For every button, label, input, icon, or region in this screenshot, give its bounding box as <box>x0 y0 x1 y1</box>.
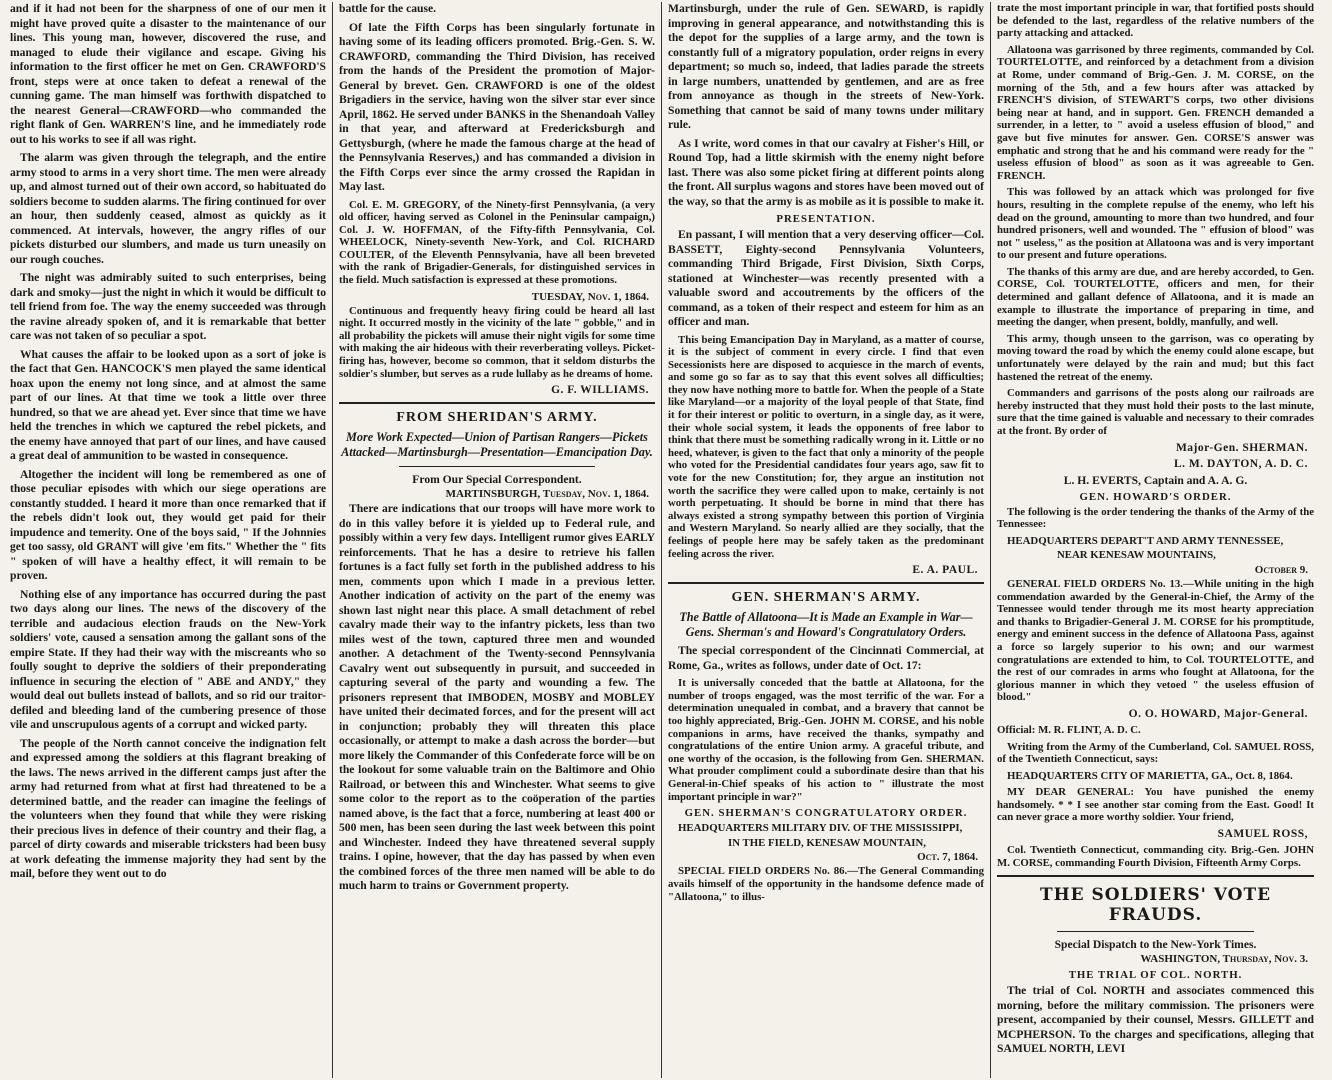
article-paragraph: Of late the Fifth Corps has been singularly fortunate in having some of its leading officers promoted. Brig.-Gen. S. W. CRAWFORD, commanding the Third Division, has received from the hands of the President the promotion of Major-General by brevet. Gen. CRAWFORD is one of the oldest Brigadiers in the service, having won the silver star ever since April, 1862. He served under BANKS in the Shenandoah Valley in that year, and afterward at Fredericksburgh and Gettysburgh, (where he made the famous charge at the head of the Pennsylvania Reserves,) and has commanded a division in the Fifth Corps ever since the army crossed the Rapidan in May last. <box>339 20 655 193</box>
article-paragraph: trate the most important principle in war, that fortified posts should be defended to the last, regardless of the relative numbers of the party attacking and attacked. <box>997 2 1314 40</box>
order-date: Oct. 7, 1864. <box>917 851 978 864</box>
article-paragraph: Allatoona was garrisoned by three regiments, commanded by Col. TOURTELOTTE, and reinforced by a detachment from a division at Rome, under command of Brig.-Gen. J. M. CORSE, on the morning of the 5th, and a few hours after was attacked by FRENCH'S division, of STEWART'S corps, two other divisions being near at hand, and in support. Gen. FRENCH demanded a surrender, in a letter, to " avoid a useless effusion of blood," and gave but five minutes for answer. Gen. CORSE'S answer was emphatic and strong that he and his command were ready for the " useless effusion of blood" as soon as it was agreeable to Gen. FRENCH. <box>997 43 1314 182</box>
signature: E. A. PAUL. <box>912 564 978 577</box>
order-heading: NEAR KENESAW MOUNTAINS, <box>1057 549 1216 562</box>
section-heading: GEN. HOWARD'S ORDER. <box>1079 490 1232 503</box>
article-paragraph: There are indications that our troops will have more work to do in this valley before it is yielded up to Federal rule, and possibly within a very few days. Intelligent rumor gives EARLY reinforcements. That he has a desire to retrieve his fallen fortunes is a fact fully set forth in the published address to his men, comments upon which I made in a previous letter. Another indication of activity on the part of the enemy was shown last night near this place. A small detachment of rebel cavalry made their way to the infantry pickets, less than two miles west of the town, captured three men and wounded another. A detachment of the Twenty-second Pennsylvania Cavalry went out subsequently in pursuit, and succeeded in capturing several of the party and wounding a few. The prisoners represent that IMBODEN, MOSBY and MOBLEY have united their decimated forces, and for the present will act in conjunction; probably they will threaten this place occasionally, or attempt to make a dash across the border—but more likely the Commander of this Confederate force will be on the lookout for some valuable train on the Baltimore and Ohio Railroad, or between this and Winchester. What seems to give some color to the report as to the coöperation of the parties named above, is the fact that a force, numbering at least 400 or 500 men, has been seen during the last week between this point and Winchester. Indeed they have threatened several supply trains. I opine, however, that the day has passed by when even the combined forces of the three men named will be able to do much harm to trains or Government property. <box>339 502 655 893</box>
column-1 <box>4 2 333 1078</box>
column-3 <box>662 2 991 1078</box>
dateline: WASHINGTON, Thursday, Nov. 3. <box>1140 953 1308 966</box>
article-paragraph: The following is the order tendering the thanks of the Army of the Tennessee: <box>997 505 1314 531</box>
dateline: MARTINSBURGH, Tuesday, Nov. 1, 1864. <box>445 488 649 501</box>
article-paragraph: Writing from the Army of the Cumberland, Col. SAMUEL ROSS, of the Twentieth Connecticut, says: <box>997 740 1314 766</box>
headline-deck: The Battle of Allatoona—It is Made an Example in War—Gens. Sherman's and Howard's Congratulatory Orders. <box>679 610 973 640</box>
signature: G. F. WILLIAMS. <box>551 384 649 397</box>
divider <box>399 466 595 467</box>
headline: THE SOLDIERS' VOTE FRAUDS. <box>1039 885 1272 926</box>
article-paragraph: Col. Twentieth Connecticut, commanding city. Brig.-Gen. JOHN M. CORSE, commanding Fourth Division, Fifteenth Army Corps. <box>997 844 1314 869</box>
order-date: October 9. <box>1254 563 1308 576</box>
section-heading: THE TRIAL OF COL. NORTH. <box>1068 969 1243 982</box>
article-paragraph: The trial of Col. NORTH and associates commenced this morning, before the military commission. The prisoners were present, accompanied by their counsel, Messrs. GILLETT and MCPHERSON. To the charges and specifications, alleging that SAMUEL NORTH, LEVI <box>997 984 1314 1056</box>
article-paragraph: Official: M. R. FLINT, A. D. C. <box>997 723 1141 736</box>
article-paragraph: As I write, word comes in that our cavalry at Fisher's Hill, or Round Top, had a little skirmish with the enemy night before last. There was also some picket firing at different points along the front. All surplus wagons and stores have been moved out of the way, so that the army is as mobile as it is possible to make it. <box>668 136 984 208</box>
byline: From Our Special Correspondent. <box>412 473 582 487</box>
article-paragraph: Martinsburgh, under the rule of Gen. SEWARD, is rapidly improving in general appearance, and notwithstanding this is the depot for the supplies of a large army, and the town is constantly full of a migratory population, order reigns in every department; so much so, indeed, that ladies parade the streets in large numbers, unattended by gentlemen, and are as free from annoyance as though in the streets of New-York. Something that cannot be said of many towns under military rule. <box>668 2 984 131</box>
article-paragraph: GENERAL FIELD ORDERS No. 13.—While uniting in the high commendation awarded by the General-in-Chief, the Army of the Tennessee would tender through me its most hearty appreciation and thanks to Brigadier-General J. M. CORSE for his promptitude, energy and eminent success in the defence of Allatoona Pass, against a force so largely superior to his own; and our warmest congratulations are extended to him, to Col. TOURTELOTTE, and the rest of our comrades in arms who fought at Allatoona, for the glorious manner in which they vetoed " the useless effusion of blood." <box>997 577 1314 704</box>
article-paragraph: What causes the affair to be looked upon as a sort of joke is the fact that Gen. HANCOCK'S men played the same identical hoax upon the enemy not long since, and at almost the same part of our lines. At that time we took a little over three hundred, so that we are ahead yet. Ever since that time we have held the trenches in which we captured the rebel pickets, and the enemy have annoyed that part of our lines, and have caused a great deal of ammunition to be wasted in consequence. <box>10 347 326 462</box>
article-paragraph: MY DEAR GENERAL: You have punished the enemy handsomely. * * I see another star coming from the East. Good! It can never grace a more worthy soldier. Your friend, <box>997 786 1314 824</box>
article-paragraph: The alarm was given through the telegraph, and the entire army stood to arms in a very short time. The men were already up, and almost turned out of their own accord, so habituated do soldiers become to sudden alarms. The firing continued for over an hour, then suddenly ceased, almost as quickly as it commenced. At intervals, however, the angry rifles of our pickets disturbed our slumbers, and made us turn uneasily on our rough couches. <box>10 151 326 266</box>
divider <box>339 402 655 404</box>
divider <box>1057 931 1254 932</box>
divider <box>668 582 984 584</box>
order-heading: IN THE FIELD, KENESAW MOUNTAIN, <box>728 836 926 849</box>
column-2 <box>333 2 662 1078</box>
article-paragraph: Nothing else of any importance has occurred during the past two days along our lines. The news of the discovery of the terrible and audacious election frauds on the New-York soldiers' vote, caused a sensation among the gallant sons of the empire State. If they had their way with the miscreants who so foully sought to deprive the soldiers of their preponderating influence in securing the election of " ABE and ANDY," they would deal out bullets instead of ballots, and so rid our traitor-defiled and bleeding land of the cumbering presence of those vile and unscrupulous agents of a corrupt and wicked party. <box>10 587 326 731</box>
article-paragraph: This being Emancipation Day in Maryland, as a matter of course, it is the subject of comment in every circle. I find that even Secessionists here are disposed to acquiesce in the march of events, and some go so far as to say that this event solves all difficulties; they now have nothing more to battle for. When the people of a State like Maryland—or a majority of the loyal people of that State, find it for their interest or politic to overturn, in a single day, as it were, their whole social system, it leads the opponents of free labor to think that there must be something radically wrong in it. Little or no heed, whatever, is given to the fact that only a minority of the people who voted for the Presidential candidates four years ago, saw fit to vote for the new Constitution; for, they argue an institution not worth the sacrifice they were called upon to make, certainly is not worth perpetuating. It should be borne in mind that there has always existed a strong sympathy between this portion of Virginia and Western Maryland. So nearly allied are they socially, that the feelings of people here may be safely taken as the predominant feeling across the river. <box>668 333 984 560</box>
article-paragraph: and if it had not been for the sharpness of one of our men it might have proved quite a disaster to the maintenance of our lines. This young man, however, discovered the ruse, and managed to elude their vigilance and escape. Giving his information to the first officer he met on Gen. CRAWFORD'S front, steps were at once taken to defeat a renewal of the cunning game. The man himself was forthwith dispatched to the nearest General—CRAWFORD—who commanded the right flank of Gen. WARREN'S line, and he immediately rode out to his works to see if all was right. <box>10 2 326 146</box>
article-paragraph: This army, though unseen to the garrison, was co operating by moving toward the road by which the enemy could alone escape, but unfortunately were delayed by the rain and mud; but this fact hastened the retreat of the enemy. <box>997 332 1314 383</box>
signature: L. H. EVERTS, Captain and A. A. G. <box>1063 473 1248 487</box>
headline: FROM SHERIDAN'S ARMY. <box>396 410 598 426</box>
section-heading: GEN. SHERMAN'S CONGRATULATORY ORDER. <box>684 807 968 820</box>
article-paragraph: Col. E. M. GREGORY, of the Ninety-first Pennsylvania, (a very old officer, having served as Colonel in the Peninsular campaign,) Col. J. W. HOFFMAN, of the Fifty-fifth Pennsylvania, Col. WHEELOCK, Ninety-seventh New-York, and Col. RICHARD COULTER, of the Eleventh Pennsylvania, have all been breveted with the rank of Brigadier-Generals, for distinguished services in the field. Much satisfaction is expressed at these promotions. <box>339 198 655 287</box>
article-paragraph: SPECIAL FIELD ORDERS No. 86.—The General Commanding avails himself of the opportunity in the handsome defence made of "Allatoona," to illus- <box>668 865 984 903</box>
order-heading: HEADQUARTERS MILITARY DIV. OF THE MISSISSIPPI, <box>678 822 963 835</box>
signature: SAMUEL ROSS, <box>1217 828 1308 841</box>
headline-deck: More Work Expected—Union of Partisan Rangers—Pickets Attacked—Martinsburgh—Presentation—Emancipation Day. <box>341 430 653 460</box>
article-paragraph: It is universally conceded that the battle at Allatoona, for the number of troops engaged, was the most terrific of the war. For a determination unequaled in combat, and a bravery that cannot be too highly appreciated, Brig.-Gen. JOHN M. CORSE, and his noble companions in arms, have received the thanks, sympathy and congratulations of the entire Union army. A graceful tribute, and one worthy of the occasion, is the following from Gen. SHERMAN. What prouder compliment could a subordinate desire than that his General-in-Chief speaks of his action to " illustrate the most important principle in war?" <box>668 677 984 803</box>
signature: L. M. DAYTON, A. D. C. <box>1173 457 1308 470</box>
article-paragraph: This was followed by an attack which was prolonged for five hours, resulting in the complete repulse of the enemy, who left his dead on the ground, amounting to more than two hundred, and four hundred prisoners, well and wounded. The " effusion of blood" was not " useless," as the position at Allatoona was and is very important to our present and future operations. <box>997 186 1314 262</box>
article-paragraph: The night was admirably suited to such enterprises, being dark and smoky—just the night in which it would be difficult to tell friend from foe. The way the enemy succeeded was through the ravine already spoken of, and it is remarkable that better care was not taken of so peculiar a spot. <box>10 271 326 342</box>
dateline: TUESDAY, Nov. 1, 1864. <box>531 290 649 303</box>
article-paragraph: Altogether the incident will long be remembered as one of those peculiar episodes with which our siege operations are constantly studded. I heard it more than once remarked that if the rebels didn't look out, they would get paid for their impudence and temerity. One of the boys said, " If the Johnnies get too sassy, old GRANT will give 'em fits." Whether the " fits " spoken of will have a healthy effect, it will remain to be proven. <box>10 467 326 582</box>
section-heading: PRESENTATION. <box>776 213 876 225</box>
article-paragraph: The special correspondent of the Cincinnati Commercial, at Rome, Ga., writes as follows, under date of Oct. 17: <box>668 644 984 672</box>
article-paragraph: battle for the cause. <box>339 2 437 15</box>
headline: GEN. SHERMAN'S ARMY. <box>731 590 921 606</box>
article-paragraph: En passant, I will mention that a very deserving officer—Col. BASSETT, Eighty-second Pennsylvania Volunteers, commanding Third Brigade, First Division, Sixth Corps, stationed at Winchester—was recently presented with a valuable sword and accoutrements by the officers of the command, as a token of their respect and esteem for him as an officer and man. <box>668 228 984 328</box>
article-paragraph: Continuous and frequently heavy firing could be heard all last night. It occurred mostly in the vicinity of the late " gobble," and in all probability the pickets will amuse their night vigils for some time with making the air hideous with their reverberating volleys. Picket-firing has, however, become so common, that it seldom disturbs the soldier's slumber, but serves as a rude lullaby as he dreams of home. <box>339 304 655 380</box>
divider <box>997 875 1314 877</box>
article-paragraph: The thanks of this army are due, and are hereby accorded, to Gen. CORSE, Col. TOURTELOTTE, officers and men, for their determined and gallant defence of Allatoona, and it is made an example to illustrate the importance of preparing in time, and meeting the danger, when present, boldly, manfully, and well. <box>997 265 1314 329</box>
article-paragraph: The people of the North cannot conceive the indignation felt and expressed among the soldiers at this flagrant breaking of the laws. The news arrived in the different camps just after the army had returned from what at first had threatened to be a determined battle, and the reader can imagine the feelings of the volunteers when they found that while they were risking their precious lives in defence of their country and their flag, a parcel of dirty cowards and miserable tricksters had been busy at work defeating the immense majority they had sent by the mail, before they went out to do <box>10 736 326 880</box>
article-paragraph: Commanders and garrisons of the posts along our railroads are hereby instructed that they must hold their posts to the last minute, sure that the time gained is valuable and necessary to their comrades at the front. By order of <box>997 387 1314 437</box>
order-heading: HEADQUARTERS DEPART'T AND ARMY TENNESSEE, <box>1007 534 1284 547</box>
signature: O. O. HOWARD, Major-General. <box>1128 707 1308 720</box>
column-4 <box>991 2 1320 1078</box>
signature: Major-Gen. SHERMAN. <box>1175 441 1308 454</box>
article-paragraph: HEADQUARTERS CITY OF MARIETTA, GA., Oct. 8, 1864. <box>1007 769 1293 782</box>
byline: Special Dispatch to the New-York Times. <box>1054 938 1257 952</box>
